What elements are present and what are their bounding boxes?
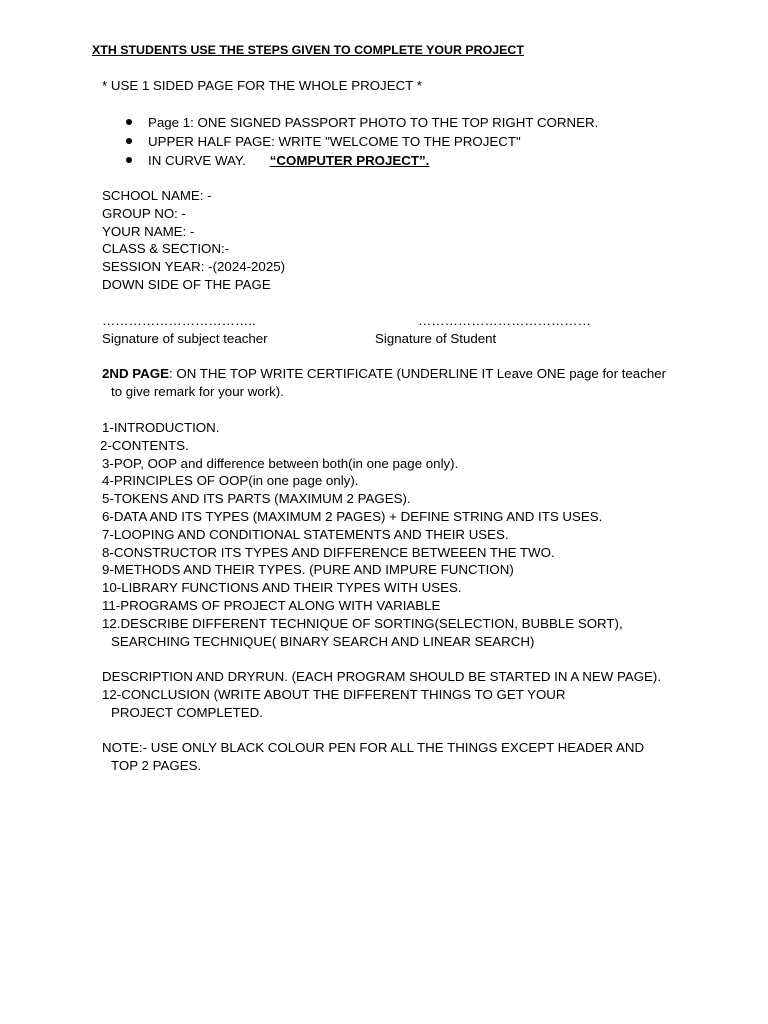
bullet-text: UPPER HALF PAGE: WRITE "WELCOME TO THE PROJECT" — [148, 134, 521, 149]
bullet-dot-icon — [126, 157, 132, 163]
detail-session-year: SESSION YEAR: -(2024-2025) — [102, 259, 286, 275]
list-item: 5-TOKENS AND ITS PARTS (MAXIMUM 2 PAGES). — [102, 491, 411, 507]
teacher-signature-line: …………………………….. — [102, 313, 256, 328]
detail-down-side: DOWN SIDE OF THE PAGE — [102, 276, 271, 292]
bullet-item — [126, 151, 598, 170]
bullet-text: IN CURVE WAY. — [148, 153, 246, 168]
list-item: 10-LIBRARY FUNCTIONS AND THEIR TYPES WITH USES. — [102, 580, 462, 596]
one-sided-note: * USE 1 SIDED PAGE FOR THE WHOLE PROJECT * — [102, 78, 422, 93]
detail-school-name: SCHOOL NAME: - — [102, 188, 212, 203]
document-title: XTH STUDENTS USE THE STEPS GIVEN TO COMPLETE YOUR PROJECT — [92, 43, 524, 57]
page2-label: 2ND PAGE — [102, 366, 169, 381]
student-signature-label: Signature of Student — [375, 331, 497, 346]
list-item: 12.DESCRIBE DIFFERENT TECHNIQUE OF SORTING(SELECTION, BUBBLE SORT), SEARCHING TECHNIQUE( BINARY SEARCH AND LINEAR SEARCH) — [102, 615, 623, 649]
bullet-dot-icon — [126, 119, 132, 125]
details-block — [102, 187, 702, 294]
bullet-item — [126, 132, 598, 151]
detail-class-section: CLASS & SECTION:- — [102, 241, 230, 257]
description-line: DESCRIPTION AND DRYRUN. (EACH PROGRAM SHOULD BE STARTED IN A NEW PAGE). — [102, 669, 662, 684]
bullet-text: Page 1: ONE SIGNED PASSPORT PHOTO TO THE TOP RIGHT CORNER. — [148, 115, 599, 130]
list-item: 4-PRINCIPLES OF OOP(in one page only). — [102, 473, 359, 489]
teacher-signature-label: Signature of subject teacher — [102, 331, 268, 346]
final-note — [102, 739, 662, 775]
conclusion-item: 12-CONCLUSION (WRITE ABOUT THE DIFFERENT THINGS TO GET YOUR PROJECT COMPLETED. — [102, 686, 566, 720]
page1-bullet-list — [126, 113, 598, 170]
bullet-dot-icon — [126, 138, 132, 144]
page2-paragraph — [102, 365, 677, 401]
list-item: 9-METHODS AND THEIR TYPES. (PURE AND IMPURE FUNCTION) — [102, 562, 514, 578]
list-item: 8-CONSTRUCTOR ITS TYPES AND DIFFERENCE BETWEEEN THE TWO. — [102, 544, 555, 560]
contents-list — [102, 419, 702, 650]
list-item: 1-INTRODUCTION. — [102, 420, 220, 435]
detail-your-name: YOUR NAME: - — [102, 223, 195, 239]
student-signature-line: ………………………………… — [418, 313, 591, 328]
list-item: 6-DATA AND ITS TYPES (MAXIMUM 2 PAGES) + DEFINE STRING AND ITS USES. — [102, 508, 603, 524]
list-item: 11-PROGRAMS OF PROJECT ALONG WITH VARIABLE — [102, 597, 441, 613]
page2-instructions — [102, 365, 677, 401]
list-item: 3-POP, OOP and difference between both(in one page only). — [102, 455, 459, 471]
final-note-text: NOTE:- USE ONLY BLACK COLOUR PEN FOR ALL THE THINGS EXCEPT HEADER AND TOP 2 PAGES. — [102, 740, 645, 773]
closing-block — [102, 668, 702, 721]
page2-text: : ON THE TOP WRITE CERTIFICATE (UNDERLINE IT Leave ONE page for teacher to give remark for your work). — [111, 366, 667, 399]
list-item: 2-CONTENTS. — [100, 437, 189, 453]
bullet-item — [126, 113, 598, 132]
list-item: 7-LOOPING AND CONDITIONAL STATEMENTS AND THEIR USES. — [102, 526, 509, 542]
detail-group-no: GROUP NO: - — [102, 205, 186, 221]
computer-project-title: “COMPUTER PROJECT”. — [269, 153, 430, 168]
